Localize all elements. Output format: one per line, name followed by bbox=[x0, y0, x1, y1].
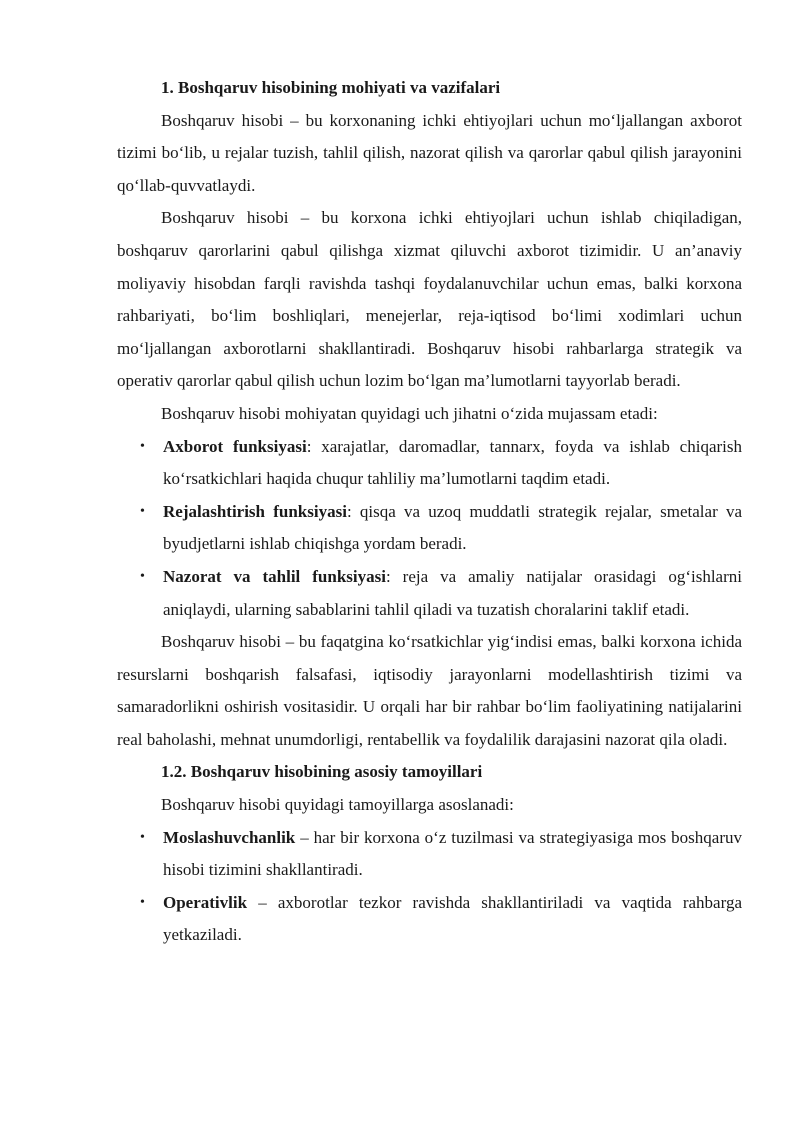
bullet-icon: • bbox=[140, 829, 145, 845]
bullet-icon: • bbox=[140, 894, 145, 910]
list-item bbox=[117, 822, 742, 887]
list-item-term: Axborot funksiyasi bbox=[163, 436, 307, 456]
list-item-term: Operativlik bbox=[163, 892, 248, 912]
paragraph: Boshqaruv hisobi mohiyatan quyidagi uch jihatni o‘zida mujassam etadi: bbox=[161, 403, 658, 423]
bullet-list bbox=[117, 822, 742, 952]
list-item-text: – har bir korxona o‘z tuzilmasi va strategiyasiga mos boshqaruv hisobi tizimini shakllantiradi. bbox=[163, 827, 742, 880]
paragraph: Boshqaruv hisobi – bu korxonaning ichki ehtiyojlari uchun mo‘ljallangan axborot tizimi bo‘lib, u rejalar tuzish, tahlil qilish, nazorat qilish va qarorlar qabul qilish jarayonini qo‘llab-quvvatlaydi. bbox=[117, 110, 742, 195]
bullet-icon: • bbox=[140, 438, 145, 454]
section-heading: 1.2. Boshqaruv hisobining asosiy tamoyillari bbox=[161, 762, 483, 782]
paragraph: Boshqaruv hisobi – bu faqatgina ko‘rsatkichlar yig‘indisi emas, balki korxona ichida resurslarni boshqarish falsafasi, iqtisodiy jarayonlarni modellashtirish tizimi va samaradorlikni oshirish vositasidir. U orqali har bir rahbar bo‘lim faoliyatining natijalarini real baholashi, mehnat unumdorligi, rentabellik va foydalilik darajasini nazorat qila oladi. bbox=[117, 632, 742, 749]
section-heading: 1. Boshqaruv hisobining mohiyati va vazifalari bbox=[161, 78, 501, 97]
list-item bbox=[117, 561, 742, 626]
list-item-text: – axborotlar tezkor ravishda shakllantiriladi va vaqtida rahbarga yetkaziladi. bbox=[163, 892, 742, 945]
list-item-text: : qisqa va uzoq muddatli strategik rejalar, smetalar va byudjetlarni ishlab chiqishga yordam beradi. bbox=[163, 501, 743, 554]
list-item-text: : reja va amaliy natijalar orasidagi og‘ishlarni aniqlaydi, ularning sabablarini tahlil qiladi va tuzatish choralarini taklif etadi. bbox=[163, 566, 742, 619]
list-item bbox=[117, 887, 742, 952]
list-item-term: Rejalashtirish funksiyasi bbox=[163, 501, 347, 521]
list-item bbox=[117, 496, 742, 561]
list-item bbox=[117, 431, 742, 496]
paragraph: Boshqaruv hisobi – bu korxona ichki ehtiyojlari uchun ishlab chiqiladigan, boshqaruv qarorlarini qabul qilishga xizmat qiluvchi axborot tizimidir. U an’anaviy moliyaviy hisobdan farqli ravishda tashqi foydalanuvchilar uchun emas, balki korxona rahbariyati, bo‘lim boshliqlari, menejerlar, reja-iqtisod bo‘limi xodimlari uchun mo‘ljallangan axborotlarni shakllantiradi. Boshqaruv hisobi rahbarlarga strategik va operativ qarorlar qabul qilish uchun lozim bo‘lgan ma’lumotlarni tayyorlab beradi. bbox=[117, 208, 742, 391]
list-item-term: Nazorat va tahlil funksiyasi bbox=[163, 566, 386, 586]
list-item-term: Moslashuvchanlik bbox=[163, 827, 296, 847]
document-body bbox=[117, 72, 742, 952]
bullet-icon: • bbox=[140, 568, 145, 584]
bullet-list bbox=[117, 431, 742, 627]
list-item-text: : xarajatlar, daromadlar, tannarx, foyda va ishlab chiqarish ko‘rsatkichlari haqida chuqur tahliliy ma’lumotlarni taqdim etadi. bbox=[163, 436, 742, 489]
paragraph: Boshqaruv hisobi quyidagi tamoyillarga asoslanadi: bbox=[161, 795, 514, 815]
bullet-icon: • bbox=[140, 503, 145, 519]
